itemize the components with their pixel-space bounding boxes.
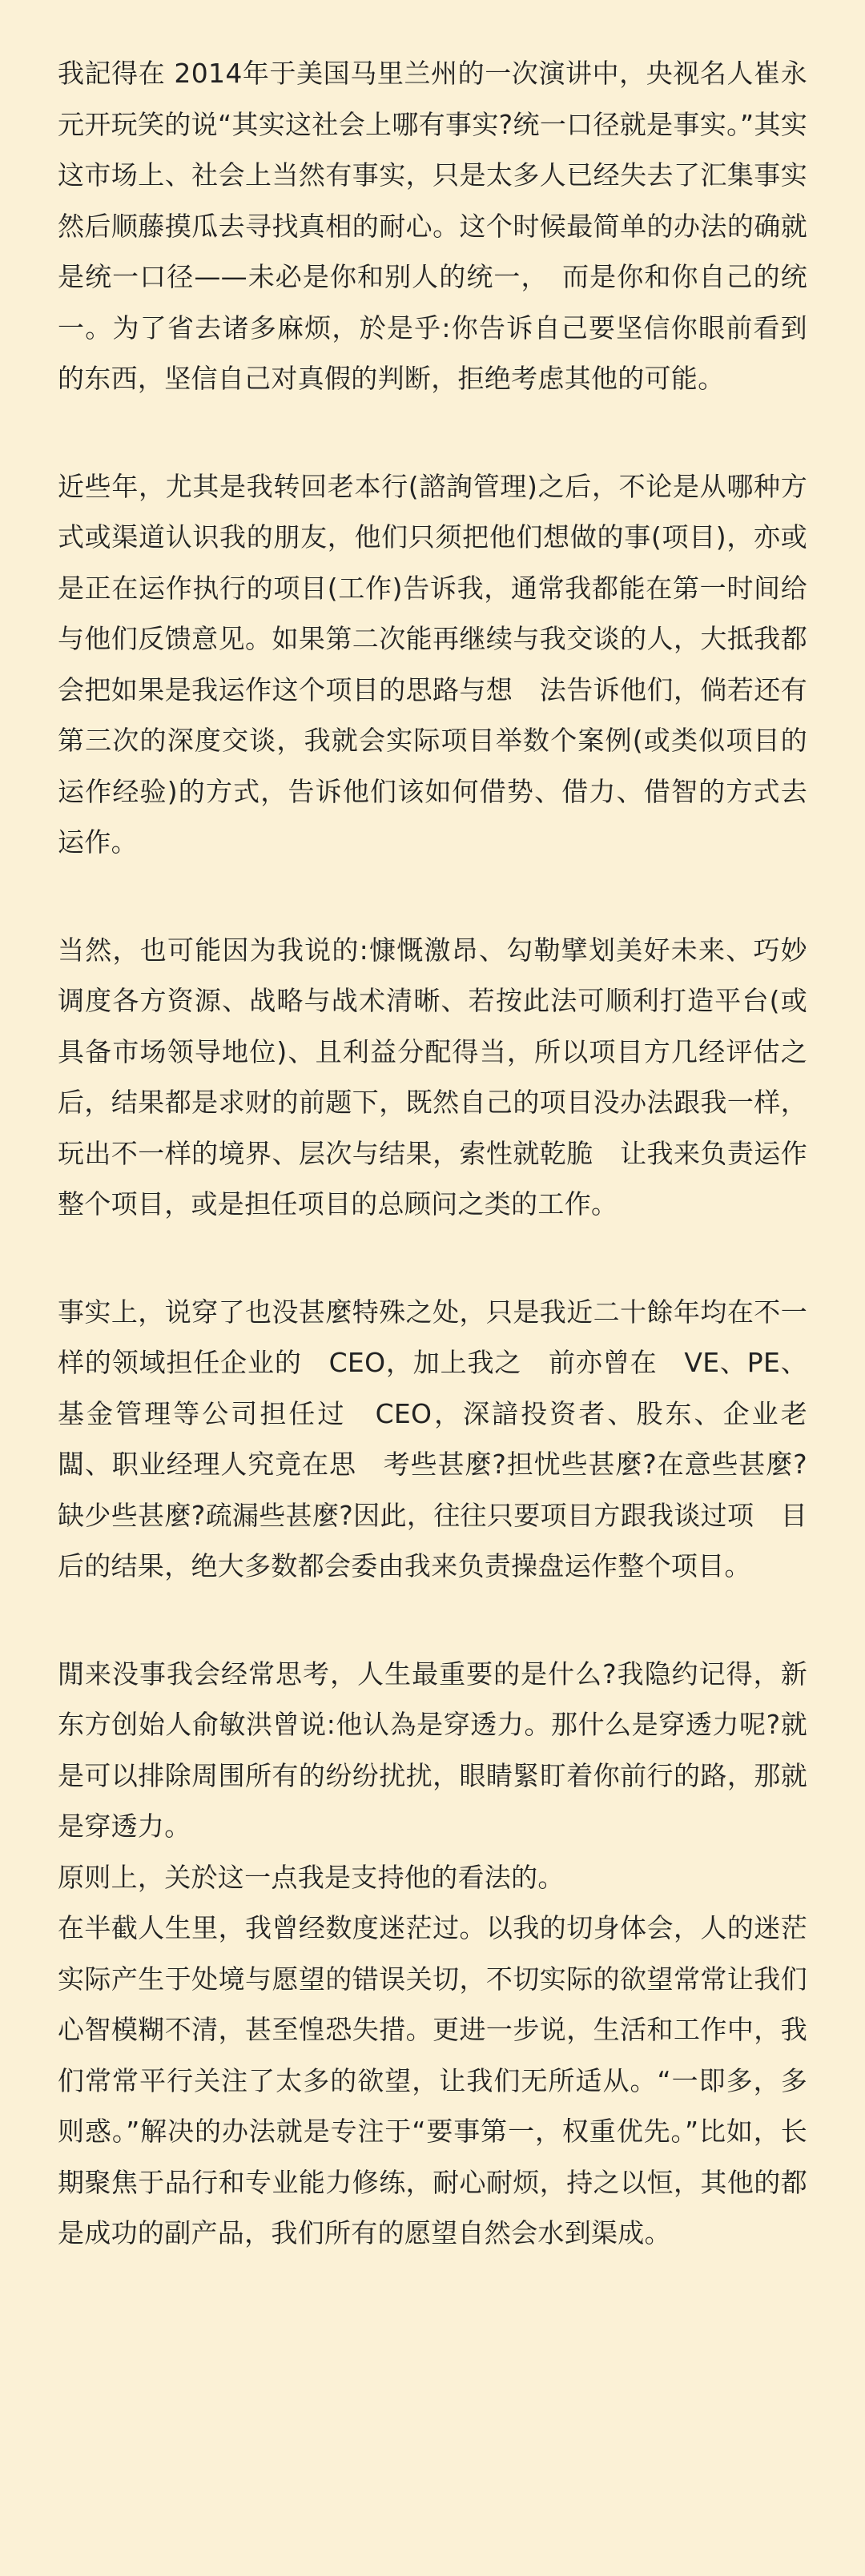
article-paragraph-2: 近些年，尤其是我转回老本行(諮詢管理)之后，不论是从哪种方式或渠道认识我的朋友，他们只须把他们想做的事(项目)，亦或是正在运作执行的项目(工作)告诉我，通常我都能在第一时间给与他们反馈意见。如果第二次能再继续与我交谈的人，大抵我都会把如果是我运作这个项目的思路与想 法告诉他们，倘若还有第三次的深度交谈，我就会实际项目举数个案例(或类似项目的运作经验)的方式，告诉他们该如何借势、借力、借智的方式去运作。 — [58, 470, 807, 858]
article-paragraph-1: 我記得在 2014年于美国马里兰州的一次演讲中，央视名人崔永元开玩笑的说“其实这社会上哪有事实?统一口径就是事实。”其实这市场上、社会上当然有事实，只是太多人已经失去了汇集事实然后顺藤摸瓜去寻找真相的耐心。这个时候最简单的办法的确就是统一口径——未必是你和别人的统一， 而是你和你自己的统一。为了省去诸多麻烦，於是乎:你告诉自己要坚信你眼前看到的东西，坚信自己对真假的判断，拒绝考虑其他的可能。 — [58, 58, 807, 394]
article-paragraph-4: 事实上，说穿了也没甚麼特殊之处，只是我近二十餘年均在不一样的领域担任企业的 CEO，加上我之 前亦曾在 VE、PE、基金管理等公司担任过 CEO，深諳投资者、股东、企业老闆、职业经理人究竟在思 考些甚麼?担忧些甚麼?在意些甚麼?缺少些甚麼?疏漏些甚麼?因此，往往只要项目方跟我谈过项 目后的结果，绝大多数都会委由我来负责操盘运作整个项目。 — [58, 1296, 807, 1581]
article-paragraph-3: 当然，也可能因为我说的:慷慨激昂、勾勒擘划美好未来、巧妙调度各方资源、战略与战术清晰、若按此法可顺利打造平台(或具备市场领导地位)、且利益分配得当，所以项目方几经评估之后，结果都是求财的前题下，既然自己的项目没办法跟我一样，玩出不一样的境界、层次与结果，索性就乾脆 让我来负责运作整个项目，或是担任项目的总顾问之类的工作。 — [58, 934, 807, 1220]
article-paragraph-7: 在半截人生里，我曾经数度迷茫过。以我的切身体会，人的迷茫实际产生于处境与愿望的错误关切，不切实际的欲望常常让我们心智模糊不清，甚至惶恐失措。更进一步说，生活和工作中，我们常常平行关注了太多的欲望，让我们无所适从。“一即多，多则惑。”解决的办法就是专注于“要事第一，权重优先。”比如，长期聚焦于品行和专业能力修练，耐心耐烦，持之以恒，其他的都是成功的副产品，我们所有的愿望自然会水到渠成。 — [58, 1912, 807, 2248]
article-paragraph-5: 閒来没事我会经常思考，人生最重要的是什么?我隐约记得，新东方创始人俞敏洪曾说:他认為是穿透力。那什么是穿透力呢?就是可以排除周围所有的纷纷扰扰，眼睛緊盯着你前行的路，那就是穿透力。 — [58, 1658, 807, 1842]
article-paragraph-6: 原则上，关於这一点我是支持他的看法的。 — [58, 1861, 565, 1893]
